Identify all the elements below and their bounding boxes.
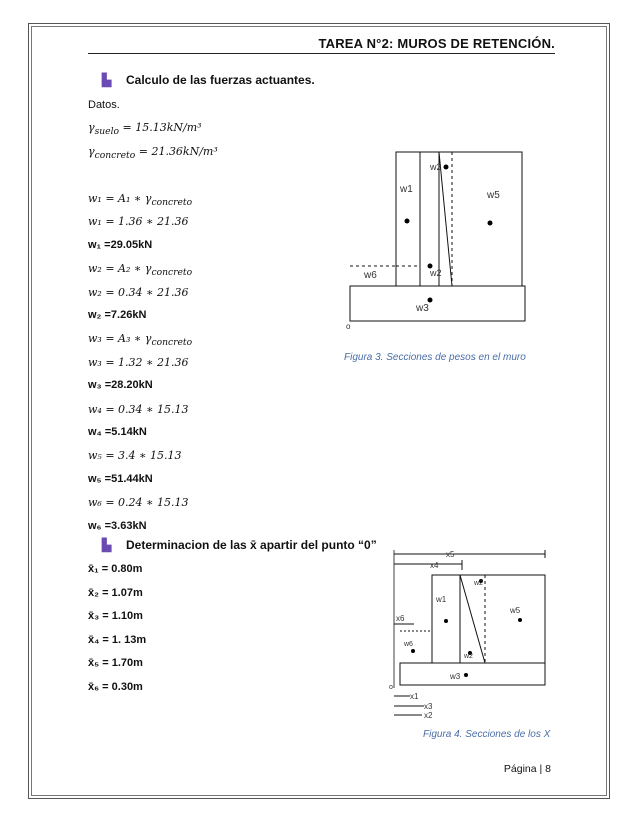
section-determinacion-title: Determinacion de las x̄ apartir del punto “0” bbox=[126, 538, 377, 552]
figure-4-x-distances bbox=[380, 548, 552, 724]
xbar-value: = 1. 13m bbox=[102, 633, 147, 646]
gamma-suelo: $\gamma_{suelo} = 15.13kN/m^3$ bbox=[88, 121, 202, 138]
fig4-footing bbox=[400, 663, 545, 685]
fig4-label-w2b: w2 bbox=[464, 653, 473, 660]
calc-line-0: w₁ = A₁ ∗ $\gamma_{concreto}$ bbox=[88, 192, 193, 209]
page-footer: Página | 8 bbox=[503, 763, 551, 775]
xbar-value: = 1.10m bbox=[102, 610, 143, 623]
calc-line-12: w₅ =51.44kN bbox=[88, 472, 153, 485]
fig4-backfill bbox=[432, 575, 545, 663]
calc-line-5: w₂ =7.26kN bbox=[88, 309, 147, 321]
calc-line-14: w₆ =3.63kN bbox=[88, 519, 147, 532]
calc-line-3: w₂ = A₂ ∗ $\gamma_{concreto}$ bbox=[88, 262, 193, 279]
calc-line-8: w₃ =28.20kN bbox=[88, 379, 153, 392]
fig4-label-w1: w1 bbox=[436, 595, 447, 604]
label-x2: x2 bbox=[424, 711, 433, 720]
label-x3: x3 bbox=[424, 702, 433, 711]
xbar-label: x̄₅ bbox=[88, 657, 103, 670]
xbar-label: x̄₃ bbox=[88, 610, 103, 623]
header-rule bbox=[88, 53, 555, 54]
calc-line-6: w₃ = A₃ ∗ $\gamma_{concreto}$ bbox=[88, 332, 193, 349]
calc-line-1: w₁ = 1.36 ∗ 21.36 bbox=[88, 215, 189, 229]
calc-line-9: w₄ = 0.34 ∗ 15.13 bbox=[88, 402, 189, 416]
fig4-label-w2a: w2 bbox=[474, 580, 483, 587]
fig4-w3-centroid bbox=[464, 673, 468, 677]
calc-line-13: w₆ = 0.24 ∗ 15.13 bbox=[88, 496, 189, 510]
figure-3-wall-sections bbox=[340, 148, 540, 330]
label-x1: x1 bbox=[410, 692, 419, 701]
bullet-icon: ▙ bbox=[102, 73, 112, 87]
calc-line-10: w₄ =5.14kN bbox=[88, 426, 147, 438]
xbar-value: = 1.70m bbox=[102, 657, 143, 670]
page-header-title: TAREA N°2: MUROS DE RETENCIÓN. bbox=[318, 36, 555, 51]
xbar-value: = 0.30m bbox=[102, 681, 143, 693]
label-x5: x5 bbox=[446, 550, 455, 559]
label-x4: x4 bbox=[430, 561, 439, 570]
figure-3-caption: Figura 3. Secciones de pesos en el muro bbox=[344, 352, 526, 363]
fig4-label-w3: w3 bbox=[450, 672, 461, 681]
section-determinacion bbox=[102, 538, 377, 552]
label-w5: w5 bbox=[487, 190, 500, 201]
calc-line-7: w₃ = 1.32 ∗ 21.36 bbox=[88, 355, 189, 369]
bullet-icon: ▙ bbox=[102, 538, 112, 552]
w5-centroid bbox=[488, 221, 493, 226]
fig4-label-w5: w5 bbox=[510, 606, 521, 615]
label-x6: x6 bbox=[396, 614, 405, 623]
xbar-line-1 bbox=[88, 563, 142, 575]
xbar-label: x̄₂ bbox=[88, 586, 103, 599]
footing-block bbox=[350, 286, 525, 321]
label-w1: w1 bbox=[400, 184, 413, 195]
calc-line-4: w₂ = 0.34 ∗ 21.36 bbox=[88, 285, 189, 299]
fig4-w5-centroid bbox=[518, 618, 522, 622]
xbar-line-6 bbox=[88, 681, 143, 693]
fig4-w1-centroid bbox=[444, 619, 448, 623]
fig4-w6-centroid bbox=[411, 649, 415, 653]
w1-centroid bbox=[405, 219, 410, 224]
fig4-origin: o bbox=[389, 684, 393, 691]
label-w2a: w2 bbox=[430, 162, 442, 172]
xbar-line-3 bbox=[88, 610, 143, 622]
xbar-line-4 bbox=[88, 634, 146, 646]
gamma-concreto: $\gamma_{concreto} = 21.36kN/m^3$ bbox=[88, 145, 218, 162]
calc-line-11: w₅ = 3.4 ∗ 15.13 bbox=[88, 449, 182, 463]
label-w6: w6 bbox=[364, 270, 377, 281]
fig4-label-w6: w6 bbox=[404, 641, 413, 648]
xbar-line-5 bbox=[88, 657, 143, 669]
calc-line-2: w₁ =29.05kN bbox=[88, 238, 153, 251]
xbar-label: x̄₆ bbox=[88, 681, 103, 693]
xbar-line-2 bbox=[88, 587, 143, 599]
section-calculo-title: Calculo de las fuerzas actuantes. bbox=[126, 73, 315, 87]
label-origin: o bbox=[346, 322, 351, 330]
stem-slope-line bbox=[439, 152, 452, 286]
datos-label: Datos. bbox=[88, 99, 120, 111]
w3-centroid bbox=[428, 298, 433, 303]
figure-4-caption: Figura 4. Secciones de los X bbox=[423, 729, 551, 740]
xbar-label: x̄₁ bbox=[88, 563, 102, 575]
fig4-stem-slope bbox=[460, 575, 485, 663]
xbar-value: = 0.80m bbox=[101, 563, 143, 575]
xbar-value: = 1.07m bbox=[102, 586, 143, 599]
label-w3: w3 bbox=[416, 303, 429, 314]
xbar-label: x̄₄ bbox=[88, 633, 103, 646]
w2a-centroid bbox=[444, 165, 449, 170]
label-w2b: w2 bbox=[430, 268, 442, 278]
section-calculo bbox=[102, 73, 315, 87]
